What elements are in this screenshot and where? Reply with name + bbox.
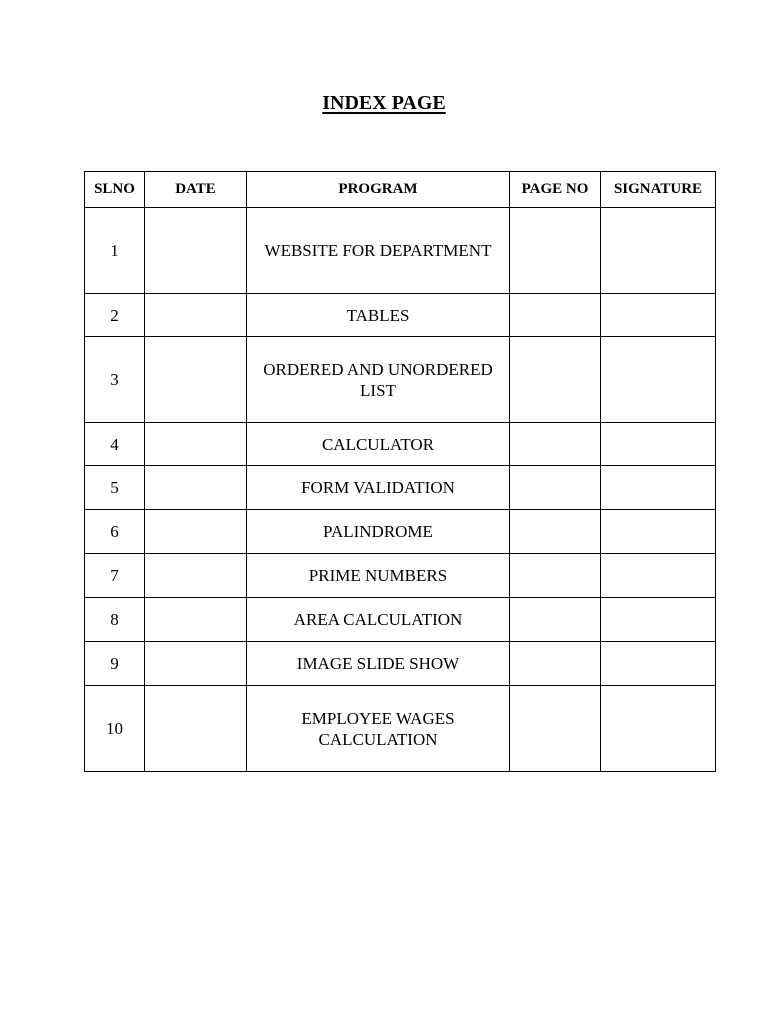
cell-signature	[601, 466, 716, 510]
cell-slno: 6	[85, 510, 145, 554]
cell-program: FORM VALIDATION	[247, 466, 510, 510]
cell-signature	[601, 208, 716, 294]
cell-program: WEBSITE FOR DEPARTMENT	[247, 208, 510, 294]
table-row	[85, 510, 716, 554]
cell-program: TABLES	[247, 294, 510, 337]
header-signature: SIGNATURE	[601, 172, 716, 208]
table-row	[85, 423, 716, 466]
cell-program: AREA CALCULATION	[247, 598, 510, 642]
cell-page-no	[510, 598, 601, 642]
cell-date	[145, 423, 247, 466]
cell-signature	[601, 598, 716, 642]
cell-slno: 4	[85, 423, 145, 466]
table-row	[85, 294, 716, 337]
table-header-row	[85, 172, 716, 208]
cell-signature	[601, 642, 716, 686]
table-row	[85, 337, 716, 423]
cell-signature	[601, 423, 716, 466]
cell-page-no	[510, 423, 601, 466]
cell-date	[145, 510, 247, 554]
cell-signature	[601, 510, 716, 554]
cell-date	[145, 598, 247, 642]
table-row	[85, 686, 716, 772]
table-row	[85, 466, 716, 510]
cell-slno: 5	[85, 466, 145, 510]
cell-program: IMAGE SLIDE SHOW	[247, 642, 510, 686]
cell-slno: 2	[85, 294, 145, 337]
cell-page-no	[510, 510, 601, 554]
table-row	[85, 554, 716, 598]
cell-page-no	[510, 337, 601, 423]
cell-date	[145, 294, 247, 337]
cell-slno: 7	[85, 554, 145, 598]
table-row	[85, 642, 716, 686]
cell-date	[145, 208, 247, 294]
cell-date	[145, 642, 247, 686]
index-table	[84, 171, 716, 772]
cell-slno: 3	[85, 337, 145, 423]
cell-program: ORDERED AND UNORDERED LIST	[247, 337, 510, 423]
cell-slno: 1	[85, 208, 145, 294]
cell-program: EMPLOYEE WAGES CALCULATION	[247, 686, 510, 772]
header-date: DATE	[145, 172, 247, 208]
cell-slno: 10	[85, 686, 145, 772]
cell-page-no	[510, 208, 601, 294]
page-title: INDEX PAGE	[322, 92, 446, 114]
cell-page-no	[510, 294, 601, 337]
cell-date	[145, 466, 247, 510]
cell-date	[145, 554, 247, 598]
cell-program: PRIME NUMBERS	[247, 554, 510, 598]
header-page-no: PAGE NO	[510, 172, 601, 208]
cell-date	[145, 337, 247, 423]
cell-page-no	[510, 554, 601, 598]
cell-date	[145, 686, 247, 772]
cell-program: PALINDROME	[247, 510, 510, 554]
cell-program: CALCULATOR	[247, 423, 510, 466]
cell-signature	[601, 686, 716, 772]
table-row	[85, 208, 716, 294]
cell-page-no	[510, 466, 601, 510]
header-program: PROGRAM	[247, 172, 510, 208]
cell-signature	[601, 294, 716, 337]
cell-page-no	[510, 642, 601, 686]
header-slno: SLNO	[85, 172, 145, 208]
cell-slno: 8	[85, 598, 145, 642]
cell-signature	[601, 337, 716, 423]
cell-slno: 9	[85, 642, 145, 686]
table-row	[85, 598, 716, 642]
cell-page-no	[510, 686, 601, 772]
cell-signature	[601, 554, 716, 598]
